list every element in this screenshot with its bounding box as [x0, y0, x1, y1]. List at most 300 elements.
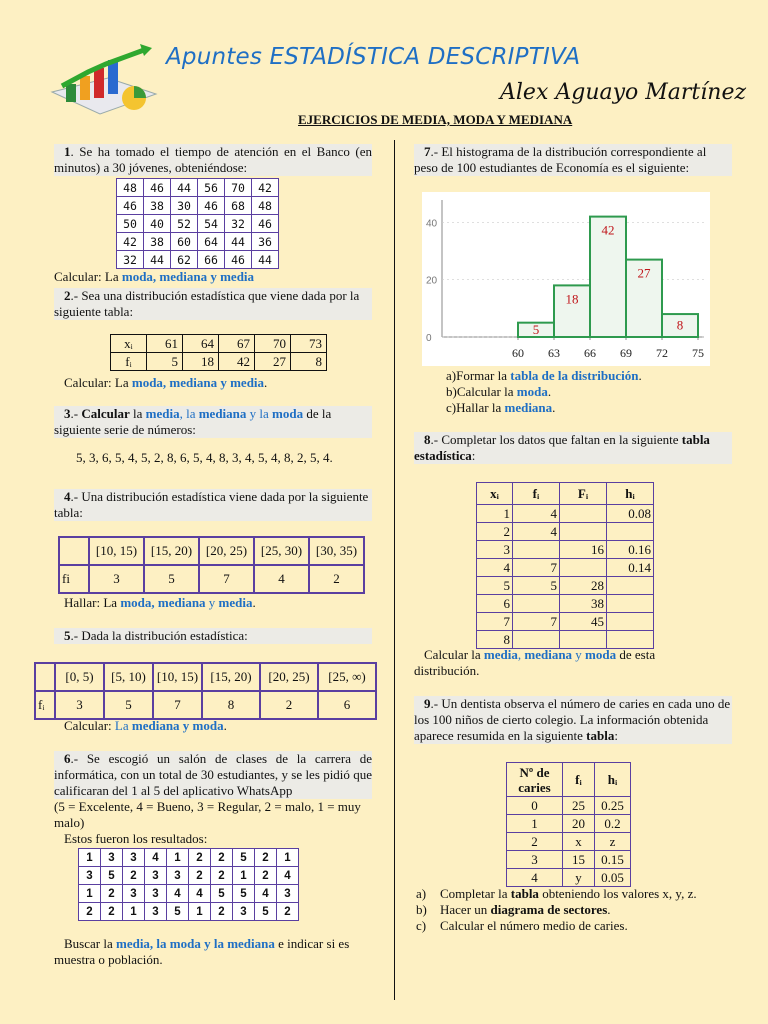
task-text: Calcular la	[456, 384, 517, 399]
ex8-data-table	[476, 482, 654, 649]
table-cell: 0.15	[595, 851, 631, 869]
exercise-5	[54, 628, 372, 644]
table-cell: 5	[104, 691, 153, 719]
interval-header: [0, 5)	[55, 663, 104, 691]
task-text: de esta distribución.	[414, 647, 656, 678]
table-cell: 54	[198, 215, 225, 233]
exercise-6-task	[54, 936, 372, 968]
interval-header: [10, 15)	[89, 537, 144, 565]
table-cell: 0.2	[595, 815, 631, 833]
table-cell: 1	[477, 505, 513, 523]
table-cell: 4	[255, 885, 277, 903]
table-cell: 42	[252, 179, 279, 197]
x-tick-label: 66	[584, 346, 596, 360]
table-row	[477, 541, 654, 559]
table-cell: 3	[123, 885, 145, 903]
exercise-1-statement	[54, 144, 372, 176]
table-cell	[607, 523, 654, 541]
exercise-number: 3	[64, 406, 71, 421]
table-cell	[560, 559, 607, 577]
task-highlight: tabla de la distribución	[510, 368, 639, 383]
table-cell: 25	[563, 797, 595, 815]
table-cell: 5	[233, 885, 255, 903]
table-cell: 61	[147, 335, 183, 353]
document-subtitle: EJERCICIOS DE MEDIA, MODA Y MEDIANA	[298, 112, 573, 127]
table-cell: 44	[252, 251, 279, 269]
table-cell: 2	[309, 565, 364, 593]
column-header: hᵢ	[607, 483, 654, 505]
statement-text: , la	[179, 406, 199, 421]
logo-illustration	[48, 42, 160, 120]
rating-scale: (5 = Excelente, 4 = Bueno, 3 = Regular, 2 = malo, 1 = muy malo)	[54, 799, 361, 830]
table-cell: 1	[189, 903, 211, 921]
exercise-7-statement	[414, 144, 732, 176]
table-row	[507, 869, 631, 887]
table-cell: 3	[145, 867, 167, 885]
table-cell	[560, 505, 607, 523]
table-cell: 3	[101, 849, 123, 867]
interval-header: [10, 15)	[153, 663, 202, 691]
table-header-row	[477, 483, 654, 505]
table-cell: 1	[167, 849, 189, 867]
table-row	[507, 851, 631, 869]
task-text: .	[264, 375, 268, 390]
task-text: Calcular la	[424, 647, 484, 662]
task-text: La	[114, 718, 132, 733]
exercise-4	[54, 489, 372, 611]
table-cell: 1	[233, 867, 255, 885]
table-cell: 44	[225, 233, 252, 251]
table-row	[117, 251, 279, 269]
table-row	[111, 335, 327, 353]
table-cell: 5	[101, 867, 123, 885]
task-item	[446, 384, 642, 400]
statement-text: .- Dada la distribución estadística:	[70, 628, 248, 643]
y-tick-label: 20	[426, 275, 438, 287]
table-cell: 2	[79, 903, 101, 921]
table-cell: 2	[123, 867, 145, 885]
table-cell: 38	[560, 595, 607, 613]
exercise-3-statement	[54, 406, 372, 438]
table-cell: 70	[255, 335, 291, 353]
exercise-number: 2	[64, 288, 71, 303]
interval-header: [15, 20)	[144, 537, 199, 565]
task-item	[446, 368, 642, 384]
task-highlight: moda, mediana y media	[121, 269, 255, 284]
table-cell: 27	[255, 353, 291, 371]
ex9-data-table	[506, 762, 631, 887]
table-cell: 60	[171, 233, 198, 251]
exercise-3	[54, 406, 372, 466]
table-cell: 32	[117, 251, 144, 269]
author-signature: Alex Aguayo Martínez	[500, 80, 747, 105]
table-cell: 4	[507, 869, 563, 887]
table-row	[117, 197, 279, 215]
table-cell: 28	[560, 577, 607, 595]
table-cell	[607, 613, 654, 631]
table-cell: 2	[277, 903, 299, 921]
table-cell: 5	[147, 353, 183, 371]
bar-value-label: 5	[532, 321, 540, 337]
table-cell: 5	[513, 577, 560, 595]
table-cell: 2	[260, 691, 318, 719]
task-text: e indicar si es muestra o población.	[54, 936, 350, 967]
ex4-data-table	[58, 536, 365, 594]
y-tick-label: 0	[426, 333, 432, 344]
table-row	[79, 885, 299, 903]
table-cell: 3	[507, 851, 563, 869]
statement-text: :	[471, 448, 476, 463]
task-text: Calcular el número medio de caries.	[440, 918, 628, 933]
table-cell: 46	[225, 251, 252, 269]
table-cell: 48	[252, 197, 279, 215]
task-text: Hallar la	[456, 400, 505, 415]
table-cell: 4	[167, 885, 189, 903]
table-row	[59, 565, 364, 593]
table-cell: 5	[233, 849, 255, 867]
interval-header: [20, 25)	[199, 537, 254, 565]
task-text: Buscar la	[64, 936, 116, 951]
table-cell: 30	[171, 197, 198, 215]
exercise-number: 1	[64, 144, 71, 159]
task-text: .	[223, 718, 227, 733]
column-divider	[394, 140, 395, 1000]
exercise-6-statement	[54, 751, 372, 799]
table-cell: 8	[291, 353, 327, 371]
ex2-data-table	[110, 334, 327, 371]
table-cell: 7	[513, 559, 560, 577]
table-cell: 73	[291, 335, 327, 353]
exercise-number: 7	[424, 144, 431, 159]
table-cell: 7	[153, 691, 202, 719]
table-cell: 4	[513, 505, 560, 523]
statement-text: .- Completar los datos que faltan en la siguiente	[430, 432, 682, 447]
row-header: fᵢ	[111, 353, 147, 371]
statement-bold: diagrama de sectores	[490, 902, 608, 917]
statement-text: .- Una distribución estadística viene dada por la siguiente tabla:	[54, 489, 369, 520]
task-text: Calcular: La	[64, 375, 132, 390]
bar-value-label: 8	[676, 317, 684, 333]
task-item	[416, 886, 697, 902]
table-cell	[513, 595, 560, 613]
item-marker: b)	[416, 902, 427, 917]
task-item	[416, 918, 697, 934]
table-cell: 66	[198, 251, 225, 269]
task-text: y	[205, 595, 219, 610]
table-row	[507, 815, 631, 833]
table-cell: 50	[117, 215, 144, 233]
table-cell: 6	[318, 691, 376, 719]
task-highlight: moda	[272, 406, 304, 421]
table-cell	[607, 577, 654, 595]
ex1-data-table	[116, 178, 279, 269]
statement-bold: tabla	[586, 728, 615, 743]
table-cell: 46	[117, 197, 144, 215]
table-cell	[560, 631, 607, 649]
task-highlight: moda, mediana	[120, 595, 206, 610]
table-cell: 2	[211, 867, 233, 885]
table-cell: 67	[219, 335, 255, 353]
table-cell: 44	[171, 179, 198, 197]
table-cell: 40	[144, 215, 171, 233]
item-marker: a)	[446, 368, 457, 383]
task-text: Hacer un	[440, 902, 491, 917]
task-text: y	[572, 647, 586, 662]
table-cell: 20	[563, 815, 595, 833]
table-row	[507, 797, 631, 815]
task-text: .	[547, 384, 552, 399]
table-cell: 36	[252, 233, 279, 251]
task-highlight: media	[218, 595, 253, 610]
table-cell: 2	[189, 849, 211, 867]
task-text: .	[638, 368, 642, 383]
bar-value-label: 42	[601, 222, 615, 238]
x-tick-label: 63	[548, 346, 560, 360]
task-text: .	[552, 400, 556, 415]
table-row	[79, 849, 299, 867]
table-cell: y	[563, 869, 595, 887]
table-cell: 5	[144, 565, 199, 593]
table-cell: 32	[225, 215, 252, 233]
table-cell: 45	[560, 613, 607, 631]
interval-header: [30, 35)	[309, 537, 364, 565]
table-row	[117, 233, 279, 251]
table-cell: 18	[183, 353, 219, 371]
table-cell: 44	[144, 251, 171, 269]
table-cell: 46	[144, 179, 171, 197]
table-cell: 4	[145, 849, 167, 867]
table-cell: 3	[89, 565, 144, 593]
table-cell: 1	[79, 849, 101, 867]
statement-bold: tabla estadística	[414, 432, 710, 463]
table-cell: 2	[507, 833, 563, 851]
task-highlight: mediana	[504, 400, 553, 415]
task-text: Calcular:	[64, 718, 115, 733]
table-cell: 38	[144, 197, 171, 215]
table-cell: 0.25	[595, 797, 631, 815]
table-cell: 52	[171, 215, 198, 233]
item-marker: b)	[446, 384, 457, 399]
statement-bold: Calcular	[81, 406, 130, 421]
exercise-number: 4	[64, 489, 71, 504]
table-cell	[607, 595, 654, 613]
row-header: xᵢ	[111, 335, 147, 353]
table-cell: 4	[477, 559, 513, 577]
item-marker: c)	[416, 918, 427, 933]
table-cell: 2	[101, 885, 123, 903]
table-cell: 0.16	[607, 541, 654, 559]
statement-bold: tabla	[510, 886, 539, 901]
table-cell: 70	[225, 179, 252, 197]
task-text: Calcular: La	[54, 269, 122, 284]
task-item	[446, 400, 642, 416]
column-header: Fᵢ	[560, 483, 607, 505]
row-header: fi	[59, 565, 89, 593]
row-header: fᵢ	[35, 691, 55, 719]
table-cell: 48	[117, 179, 144, 197]
table-cell: 2	[211, 903, 233, 921]
table-row	[507, 833, 631, 851]
exercise-8-task	[414, 647, 704, 679]
exercise-5-task	[64, 718, 227, 734]
column-header: fᵢ	[513, 483, 560, 505]
table-cell: 4	[189, 885, 211, 903]
table-cell: 3	[55, 691, 104, 719]
table-row	[35, 663, 376, 691]
table-cell: 68	[225, 197, 252, 215]
table-cell: 3	[123, 849, 145, 867]
exercise-number: 5	[64, 628, 71, 643]
table-cell: 5	[211, 885, 233, 903]
table-cell: 8	[202, 691, 260, 719]
exercise-4-statement	[54, 489, 372, 521]
column-header: xᵢ	[477, 483, 513, 505]
table-row	[35, 691, 376, 719]
table-cell: 46	[198, 197, 225, 215]
table-cell	[607, 631, 654, 649]
table-row	[477, 577, 654, 595]
statement-text: . Se ha tomado el tiempo de atención en el Banco (en minutos) a 30 jóvenes, obteniéndose:	[54, 144, 372, 175]
exercise-8-statement	[414, 432, 732, 464]
table-cell: 6	[477, 595, 513, 613]
table-cell: 3	[233, 903, 255, 921]
exercise-number: 8	[424, 432, 431, 447]
table-cell	[560, 523, 607, 541]
statement-text: .- Se escogió un salón de clases de la carrera de informática, con un total de 30 estudiantes, y se les pidió que calificaran del 1 al 5 del aplicativo WhatsApp	[54, 751, 372, 798]
statement-text: .-	[70, 406, 82, 421]
task-text: Formar la	[456, 368, 511, 383]
exercise-number: 9	[424, 696, 431, 711]
exercise-1	[54, 144, 372, 285]
interval-header: [25, 30)	[254, 537, 309, 565]
x-tick-label: 72	[656, 346, 668, 360]
exercise-1-task	[54, 269, 372, 285]
table-cell: 0.08	[607, 505, 654, 523]
task-highlight: moda	[585, 647, 617, 662]
results-label: Estos fueron los resultados:	[64, 831, 208, 846]
table-cell: 2	[101, 903, 123, 921]
table-cell	[513, 541, 560, 559]
statement-text: .- Sea una distribución estadística que viene dada por la siguiente tabla:	[54, 288, 360, 319]
table-cell: 42	[219, 353, 255, 371]
table-cell: 0	[507, 797, 563, 815]
table-row	[477, 613, 654, 631]
table-cell: 7	[513, 613, 560, 631]
table-cell: 5	[167, 903, 189, 921]
table-cell: 3	[477, 541, 513, 559]
exercise-2	[54, 288, 372, 391]
y-tick-label: 40	[426, 218, 438, 230]
table-cell: 0.14	[607, 559, 654, 577]
table-cell	[513, 631, 560, 649]
table-cell: 2	[255, 867, 277, 885]
table-cell: 3	[79, 867, 101, 885]
table-cell: 16	[560, 541, 607, 559]
column-header: hᵢ	[595, 763, 631, 797]
table-row	[477, 523, 654, 541]
exercise-7	[414, 144, 732, 176]
exercise-number: 6	[64, 751, 71, 766]
exercise-7-tasks	[446, 368, 642, 416]
task-highlight: media	[145, 406, 180, 421]
exercise-4-task	[64, 595, 372, 611]
table-row	[477, 559, 654, 577]
exercise-9-statement	[414, 696, 732, 744]
table-cell: 42	[117, 233, 144, 251]
task-highlight: mediana	[198, 406, 247, 421]
exercise-6	[54, 751, 372, 968]
table-cell: 3	[145, 903, 167, 921]
task-text: Hallar: La	[64, 595, 121, 610]
table-row	[59, 537, 364, 565]
statement-text: .- El histograma de la distribución correspondiente al peso de 100 estudiantes de Economía es el siguiente:	[414, 144, 707, 175]
table-cell: 2	[211, 849, 233, 867]
table-cell: 3	[277, 885, 299, 903]
exercise-9-tasks	[416, 886, 697, 934]
bar-value-label: 27	[637, 265, 651, 281]
x-tick-label: 60	[512, 346, 524, 360]
table-cell: 1	[277, 849, 299, 867]
statement-text: de la siguiente serie de números:	[54, 406, 332, 437]
table-header-row	[507, 763, 631, 797]
table-cell: 62	[171, 251, 198, 269]
table-row	[477, 631, 654, 649]
task-text: ,	[517, 647, 525, 662]
table-cell: 64	[198, 233, 225, 251]
exercise-2-task	[64, 375, 372, 391]
exercise-2-statement	[54, 288, 372, 320]
table-row	[79, 867, 299, 885]
exercise-9	[414, 696, 732, 744]
column-header: Nº de caries	[507, 763, 563, 797]
statement-text: :	[614, 728, 618, 743]
task-text: obteniendo los valores x, y, z.	[538, 886, 697, 901]
table-cell: 2	[477, 523, 513, 541]
table-cell: z	[595, 833, 631, 851]
empty-cell	[35, 663, 55, 691]
table-cell: 3	[145, 885, 167, 903]
table-cell: 8	[477, 631, 513, 649]
task-highlight: media, la moda y la mediana	[115, 936, 275, 951]
exercise-8	[414, 432, 732, 464]
table-row	[79, 903, 299, 921]
histogram-svg	[422, 192, 710, 366]
x-tick-label: 75	[692, 346, 704, 360]
interval-header: [25, ∞)	[318, 663, 376, 691]
table-cell: 1	[507, 815, 563, 833]
task-item	[416, 902, 697, 918]
table-cell: 5	[477, 577, 513, 595]
task-highlight: media	[483, 647, 518, 662]
task-highlight: moda	[516, 384, 548, 399]
table-cell: 5	[255, 903, 277, 921]
item-marker: c)	[446, 400, 457, 415]
table-cell: x	[563, 833, 595, 851]
table-cell: 2	[189, 867, 211, 885]
interval-header: [20, 25)	[260, 663, 318, 691]
statement-text: y la	[246, 406, 273, 421]
table-row	[477, 505, 654, 523]
task-text: .	[607, 902, 611, 917]
statement-text: la	[129, 406, 146, 421]
ex6-data-table	[78, 848, 299, 921]
ex5-data-table	[34, 662, 377, 720]
item-marker: a)	[416, 886, 427, 901]
column-header: fᵢ	[563, 763, 595, 797]
task-highlight: mediana y moda	[131, 718, 224, 733]
table-cell: 56	[198, 179, 225, 197]
table-cell: 15	[563, 851, 595, 869]
